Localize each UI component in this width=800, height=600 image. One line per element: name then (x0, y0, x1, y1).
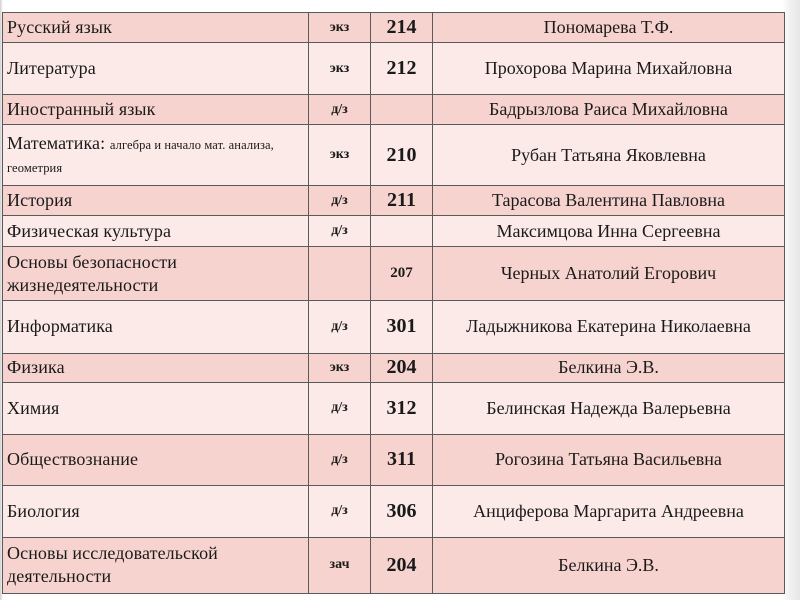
subject-cell: История (3, 186, 309, 216)
teacher-cell: Тарасова Валентина Павловна (433, 186, 785, 216)
room-cell (371, 216, 433, 247)
teacher-cell: Черных Анатолий Егорович (433, 247, 785, 301)
room-cell: 210 (371, 125, 433, 186)
subject-cell: Физическая культура (3, 216, 309, 247)
room-cell: 211 (371, 186, 433, 216)
teacher-cell: Анциферова Маргарита Андреевна (433, 485, 785, 537)
room-cell: 204 (371, 353, 433, 382)
room-cell: 312 (371, 382, 433, 434)
table-row (3, 485, 785, 537)
room-cell: 207 (371, 247, 433, 301)
subject-cell: Физика (3, 353, 309, 382)
exam-type-cell: экз (309, 13, 371, 43)
room-cell: 306 (371, 485, 433, 537)
room-cell: 311 (371, 434, 433, 485)
teacher-cell: Максимцова Инна Сергеевна (433, 216, 785, 247)
teacher-cell: Рубан Татьяна Яковлевна (433, 125, 785, 186)
table-row (3, 216, 785, 247)
table-row (3, 247, 785, 301)
subject-cell (3, 125, 309, 186)
exam-type-cell: д/з (309, 434, 371, 485)
table-row (3, 186, 785, 216)
exam-type-cell: экз (309, 125, 371, 186)
teacher-cell: Рогозина Татьяна Васильевна (433, 434, 785, 485)
subject-cell: Литература (3, 43, 309, 95)
room-cell: 301 (371, 301, 433, 353)
subject-cell: Основы исследовательской деятельности (3, 537, 309, 593)
teacher-cell: Бадрызлова Раиса Михайловна (433, 95, 785, 125)
exam-type-cell (309, 247, 371, 301)
room-cell: 204 (371, 537, 433, 593)
room-cell: 214 (371, 13, 433, 43)
table-row (3, 125, 785, 186)
exam-type-cell: д/з (309, 95, 371, 125)
table-row (3, 434, 785, 485)
subject-cell: Основы безопасности жизнедеятельности (3, 247, 309, 301)
table-row (3, 382, 785, 434)
subject-note: алгебра и начало мат. анализа, геометрия (7, 138, 274, 176)
subjects-table (2, 12, 785, 594)
subject-title: Математика: (7, 133, 110, 154)
subject-cell: Русский язык (3, 13, 309, 43)
table-row (3, 301, 785, 353)
subject-cell: Обществознание (3, 434, 309, 485)
exam-type-cell: д/з (309, 485, 371, 537)
exam-type-cell: экз (309, 353, 371, 382)
subject-cell: Химия (3, 382, 309, 434)
exam-type-cell: зач (309, 537, 371, 593)
table-row (3, 95, 785, 125)
room-cell (371, 95, 433, 125)
subject-cell: Биология (3, 485, 309, 537)
teacher-cell: Белкина Э.В. (433, 353, 785, 382)
subject-cell: Информатика (3, 301, 309, 353)
teacher-cell: Белкина Э.В. (433, 537, 785, 593)
table-row (3, 353, 785, 382)
exam-type-cell: д/з (309, 301, 371, 353)
exam-type-cell: экз (309, 43, 371, 95)
room-cell: 212 (371, 43, 433, 95)
subject-cell: Иностранный язык (3, 95, 309, 125)
teacher-cell: Прохорова Марина Михайловна (433, 43, 785, 95)
exam-type-cell: д/з (309, 186, 371, 216)
exam-type-cell: д/з (309, 216, 371, 247)
teacher-cell: Пономарева Т.Ф. (433, 13, 785, 43)
table-row (3, 43, 785, 95)
teacher-cell: Белинская Надежда Валерьевна (433, 382, 785, 434)
table-row (3, 537, 785, 593)
teacher-cell: Ладыжникова Екатерина Николаевна (433, 301, 785, 353)
exam-type-cell: д/з (309, 382, 371, 434)
table-row (3, 13, 785, 43)
